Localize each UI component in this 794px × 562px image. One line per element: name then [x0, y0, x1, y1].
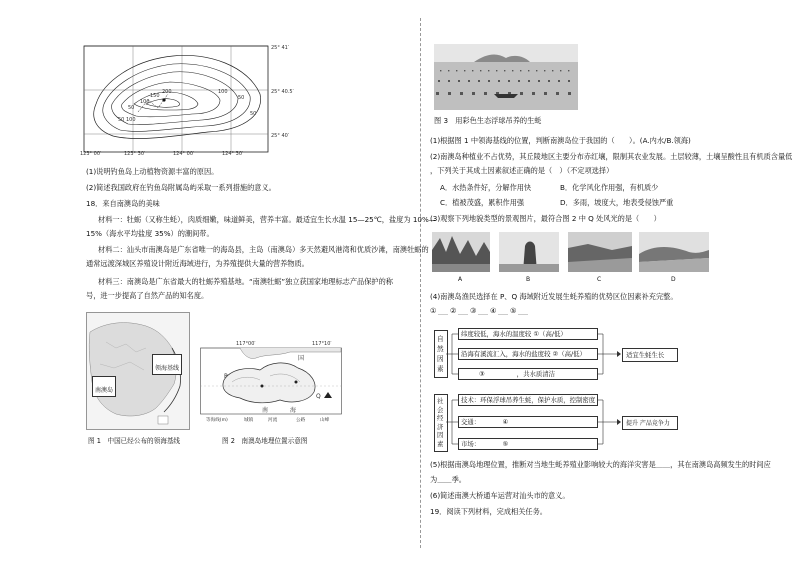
right-question-3: (3)观察下列地貌类型的景观图片，最符合图 2 中 Q 处风光的是（ ） — [430, 214, 661, 223]
fig2-label-sea2: 海 — [290, 407, 297, 414]
social-result — [622, 416, 678, 430]
social-factor-2-text: 交通： ④ — [461, 418, 534, 426]
lat-label-2: 25° 40.5′ — [271, 89, 294, 95]
figure-3-caption: 图 3 用彩色生态浮球吊养的生蚝 — [434, 116, 542, 125]
fig2-label-sea: 南 — [262, 407, 269, 414]
natural-factor-1-text: 纬度较低，海水的温度较 ①（高/低） — [461, 330, 567, 338]
lat-label-1: 25° 41′ — [271, 45, 289, 51]
landscape-photo-a — [432, 232, 490, 272]
natural-factor-3 — [458, 368, 598, 380]
right-question-2-cont: ，下列关于其成土因素叙述正确的是（ ）（不定项选择） — [430, 166, 614, 175]
natural-result — [622, 348, 678, 362]
answer-blanks — [430, 306, 630, 316]
social-factor-1-text: 技术：环保浮球吊养生蚝，保护水质，控制密度 — [461, 396, 596, 404]
right-question-6: (6)简述南澳大桥通车运营对汕头市的意义。 — [430, 491, 570, 500]
material-2-cont: 通常远渡深城区养殖设计附近海域进行，为养殖提供大量的营养物质。 — [86, 259, 309, 268]
right-question-5-cont: 为＿＿季。 — [430, 475, 466, 484]
island-label: 南澳岛 — [95, 387, 114, 394]
option-b: B．化学风化作用强，有机质少 — [560, 183, 659, 192]
option-a: A．水热条件好，分解作用快 — [440, 183, 532, 192]
natural-factor-2-text: 沿海有溪流汇入，海水的盐度较 ②（高/低） — [461, 350, 586, 358]
option-d: D．多雨，坡度大，地表受侵蚀严重 — [560, 198, 674, 207]
contour-value: 50 — [128, 105, 135, 111]
blank-1[interactable]: ① — [430, 306, 437, 315]
contour-value: 50 100 — [118, 117, 136, 123]
social-factor-3 — [458, 438, 598, 450]
right-question-4: (4)南澳岛渔民选择在 P、Q 海域附近发展生蚝养殖的优势区位因素补充完整。 — [430, 292, 678, 301]
figure-1-map — [86, 312, 190, 430]
lon-label-1: 123° 00′ — [80, 151, 102, 157]
natural-factor-2 — [458, 348, 598, 360]
photo-label-b: B — [526, 276, 531, 283]
option-c: C．植被茂盛，累积作用强 — [440, 198, 525, 207]
baseline-label: 领海基线 — [155, 365, 180, 372]
contour-value: 50 — [238, 95, 245, 101]
social-factor-3-text: 市场： ⑤ — [461, 440, 534, 448]
natural-factors-text: 自然因素 — [437, 335, 444, 373]
natural-result-text: 适宜生蚝生长 — [626, 351, 665, 359]
contour-value: 100 — [218, 89, 228, 95]
natural-factor-3-text: ③ ，共水质清洁 — [479, 370, 556, 378]
right-question-5: (5)根据南澳岛地理位置，推断对当地生蚝养殖业影响较大的海洋灾害是＿＿，其在南澳岛高频发生的时间应 — [430, 460, 771, 469]
blank-3[interactable]: ③ — [470, 306, 477, 315]
natural-arrow — [597, 330, 621, 378]
legend-mountain: 山峰 — [320, 418, 330, 423]
baseline-label-box — [152, 354, 182, 375]
material-3: 材料三：南澳岛是广东省最大的牡蛎养殖基地。“南澳牡蛎”独立获国家地理标志产品保护的称 — [98, 277, 393, 286]
right-question-1: (1)根据图 1 中领海基线的位置，判断南澳岛位于我国的（ ）。(A.内水/B.领海) — [430, 136, 691, 145]
blank-2[interactable]: ② — [450, 306, 457, 315]
question-2: (2)简述我国政府在钓鱼岛附属岛屿采取一系列措施的意义。 — [86, 183, 276, 192]
question-1: (1)说明钓鱼岛上动植物资源丰富的原因。 — [86, 167, 219, 176]
right-question-2: (2)南澳岛种植业不占优势，其丘陵地区主要分布赤红壤，限制其农业发展。土层较薄，土壤呈酸性且有机质含量低 — [430, 152, 793, 161]
figure-1-caption: 图 1 中国已经公布的领海基线 — [88, 437, 181, 445]
fig2-label-land: 国 — [298, 355, 305, 362]
natural-factor-1 — [458, 328, 598, 340]
social-factors-text: 社会经济因素 — [437, 397, 444, 448]
material-2: 材料二：汕头市南澳岛是广东省唯一的海岛县，主岛（南澳岛）多天然避风港湾和优质沙滩，南澳牡蛎的 — [98, 245, 429, 254]
fig2-lon-2: 117°10′ — [312, 341, 332, 347]
landscape-photo-b — [499, 232, 559, 272]
question-19: 19．阅读下列材料，完成相关任务。 — [430, 507, 547, 516]
question-18-title: 18．来自南澳岛的美味 — [86, 199, 160, 208]
photo-label-a: A — [458, 276, 463, 283]
blank-4[interactable]: ④ — [490, 306, 497, 315]
contour-value: 100 — [140, 99, 150, 105]
lon-label-2: 123° 30′ — [124, 151, 146, 157]
fig2-label-p: P — [224, 373, 228, 380]
social-connector — [446, 394, 458, 452]
legend-isobath: 等海线(m) — [206, 418, 228, 423]
fig2-lon-1: 117°00′ — [236, 341, 256, 347]
social-factor-2 — [458, 416, 598, 428]
material-1-cont: 15%（海水平均盐度 35%）的潮间带。 — [86, 229, 214, 238]
natural-connector — [446, 330, 458, 378]
fig2-label-q: Q — [316, 393, 321, 400]
contour-value: 50 — [250, 111, 257, 117]
photo-label-c: C — [597, 276, 602, 283]
landscape-photo-d — [639, 232, 709, 272]
legend-road: 公路 — [296, 418, 306, 423]
social-factor-1 — [458, 394, 598, 406]
blank-5[interactable]: ⑤ — [510, 306, 517, 315]
column-divider — [420, 18, 421, 548]
landscape-photo-c — [568, 232, 632, 272]
material-3-cont: 号，进一步提高了自然产品的知名度。 — [86, 291, 209, 300]
contour-value: 150 — [150, 93, 160, 99]
lon-label-4: 124° 30′ — [222, 151, 244, 157]
photo-label-d: D — [671, 276, 676, 283]
figure-2-map — [200, 342, 342, 428]
social-result-text: 提升 产品竞争力 — [626, 420, 670, 427]
contour-value: 200 — [162, 89, 172, 95]
contour-map — [78, 42, 308, 157]
lon-label-3: 124° 00′ — [173, 151, 195, 157]
oyster-farm-photo — [434, 44, 578, 110]
material-1: 材料一：牡蛎（又称生蚝），肉质细嫩，味道鲜美，营养丰富。最适宜生长水温 15—25℃，盐度为 10%— — [98, 215, 436, 224]
lat-label-3: 25° 40′ — [271, 133, 289, 139]
figure-2-caption: 图 2 南澳岛地理位置示意图 — [222, 437, 308, 445]
island-label-box — [92, 376, 116, 397]
legend-river: 河流 — [268, 418, 278, 423]
social-arrow — [597, 394, 621, 452]
legend-town: 城镇 — [244, 418, 254, 423]
fig2-legend — [200, 416, 342, 426]
